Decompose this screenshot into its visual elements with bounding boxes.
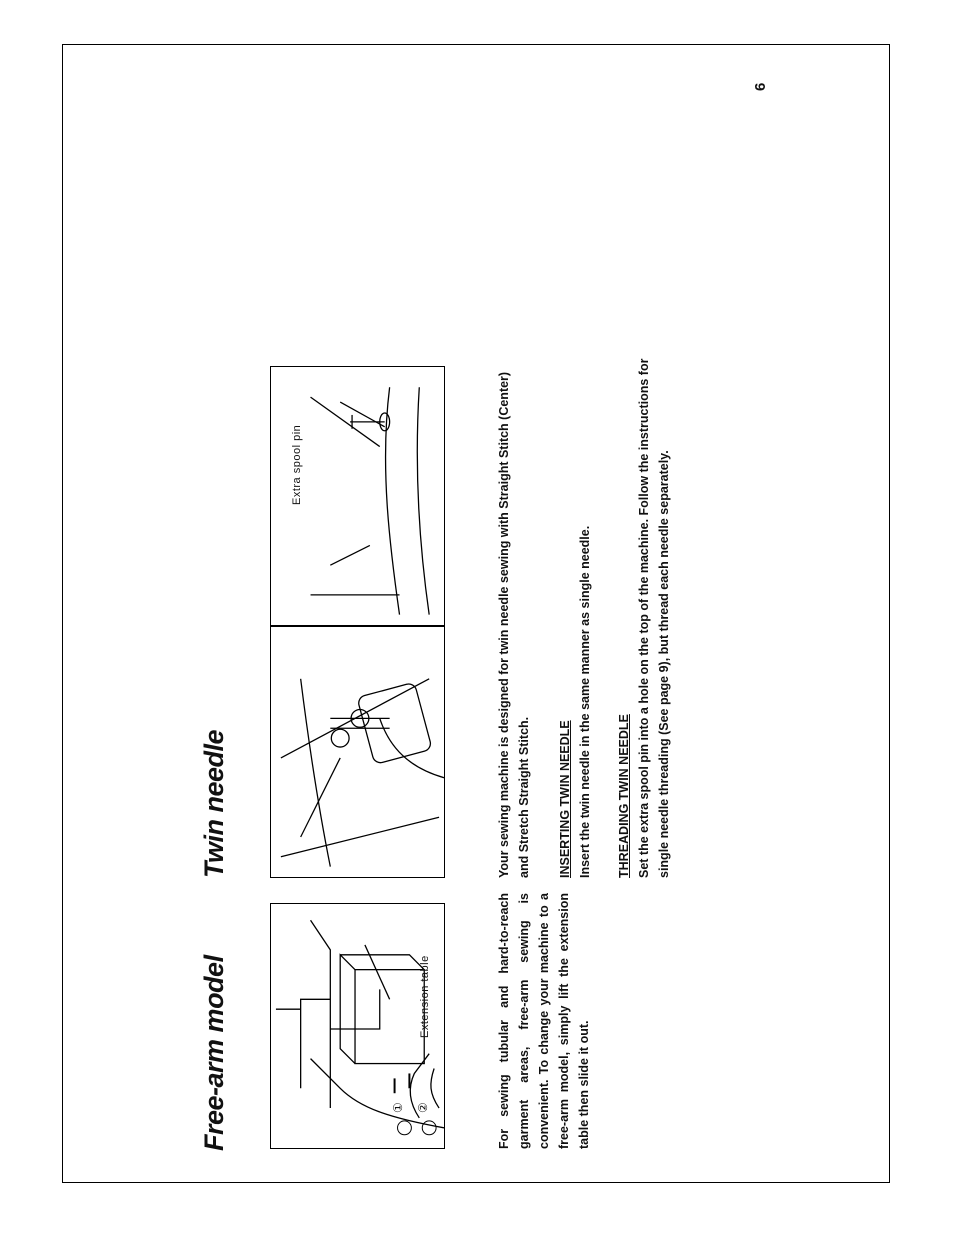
twin-needle-drawing — [271, 627, 444, 877]
extension-table-label: Extension table — [419, 955, 431, 1038]
free-arm-title: Free-arm model — [199, 955, 229, 1151]
page-number: 6 — [752, 82, 769, 91]
extra-spool-pin-label: Extra spool pin — [291, 424, 303, 505]
step-2-marker: ② — [416, 1101, 430, 1113]
inserting-heading: INSERTING TWIN NEEDLE — [558, 720, 572, 878]
extension-table-illustration — [270, 903, 445, 1149]
threading-heading: THREADING TWIN NEEDLE — [617, 714, 631, 878]
twin-needle-title: Twin needle — [199, 729, 229, 878]
inserting-body: Insert the twin needle in the same manner as single needle. — [578, 525, 592, 878]
step-1-marker: ① — [391, 1101, 405, 1113]
rotated-page-content — [62, 44, 890, 1183]
extra-spool-pin-illustration — [270, 366, 445, 626]
threading-section — [614, 358, 674, 878]
twin-needle-intro: Your sewing machine is designed for twin needle sewing with Straight Stitch (Center) and Stretch Straight Stitch. — [497, 371, 531, 878]
free-arm-body: For sewing tubular and hard-to-reach garment areas, free-arm sewing is convenient. To change your machine to a free-arm model, simply lift the extension table then slide it out. — [497, 893, 591, 1149]
inserting-section — [555, 358, 595, 878]
threading-body: Set the extra spool pin into a hole on the top of the machine. Follow the instructions for single needle threading (See page 9), but thread each needle separately. — [637, 358, 671, 878]
twin-needle-illustration — [270, 626, 445, 878]
